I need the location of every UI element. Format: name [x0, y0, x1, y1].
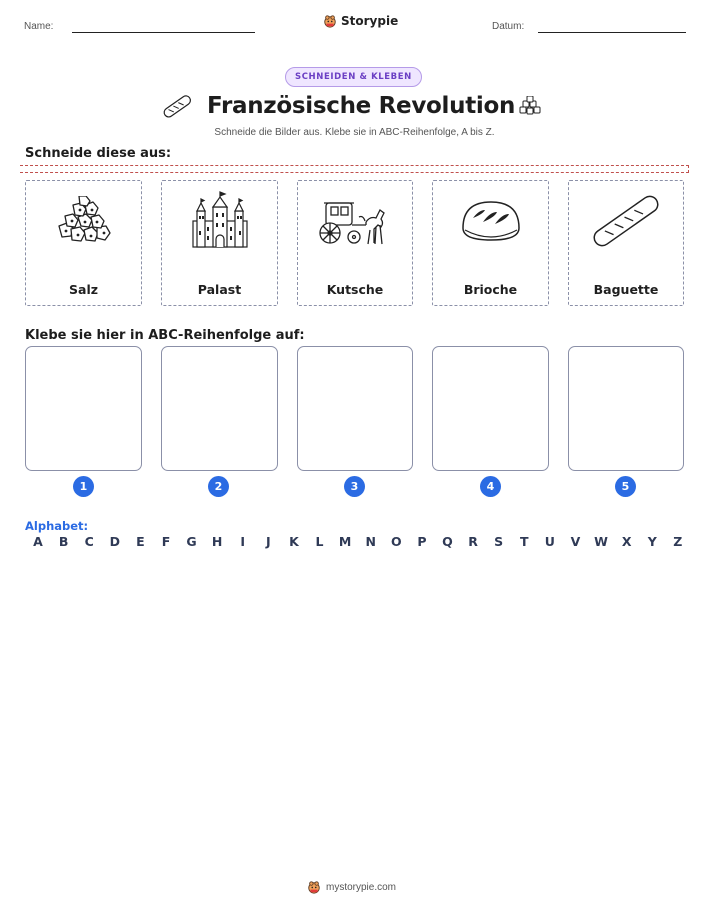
card-label: Palast [197, 282, 242, 297]
alphabet-letter: I [240, 534, 246, 549]
paste-box-2[interactable] [161, 346, 278, 471]
paste-section-heading: Klebe sie hier in ABC-Reihenfolge auf: [25, 328, 305, 343]
alphabet-letter: D [109, 534, 120, 549]
card-label: Salz [69, 282, 98, 297]
cut-card-salz[interactable] [25, 180, 142, 306]
name-label: Name: [24, 21, 54, 32]
brand-logo [323, 14, 398, 28]
storypie-logo-icon [323, 14, 337, 28]
storypie-logo-icon [307, 880, 321, 894]
alphabet-letter: T [520, 534, 529, 549]
date-field[interactable] [538, 32, 686, 33]
alphabet-letter: R [468, 534, 478, 549]
alphabet-letter: X [621, 534, 632, 549]
alphabet-letter: V [570, 534, 581, 549]
number-badge-2: 2 [208, 476, 229, 497]
baguette-icon [591, 191, 661, 251]
salt-icon [53, 196, 115, 246]
cut-card-brioche[interactable] [432, 180, 549, 306]
alphabet-letter: Y [647, 534, 657, 549]
alphabet-letter: O [390, 534, 402, 549]
carriage-icon [318, 195, 392, 247]
alphabet-letter: Q [442, 534, 453, 549]
card-label: Baguette [593, 282, 659, 297]
cut-section-heading: Schneide diese aus: [25, 146, 172, 161]
alphabet-letter: B [58, 534, 69, 549]
card-label: Brioche [463, 282, 518, 297]
baguette-icon [160, 92, 194, 120]
alphabet-letter: M [338, 534, 352, 549]
alphabet-letter: N [365, 534, 376, 549]
number-badge-4: 4 [480, 476, 501, 497]
alphabet-letter: Z [673, 534, 683, 549]
name-field[interactable] [72, 32, 255, 33]
salt-icon [517, 96, 545, 116]
alphabet-letter: C [84, 534, 94, 549]
paste-box-4[interactable] [432, 346, 549, 471]
paste-box-1[interactable] [25, 346, 142, 471]
cut-card-palast[interactable] [161, 180, 278, 306]
number-badge-5: 5 [615, 476, 636, 497]
alphabet-letter: L [315, 534, 324, 549]
paste-box-5[interactable] [568, 346, 684, 471]
alphabet-letter: S [494, 534, 504, 549]
cut-card-baguette[interactable] [568, 180, 684, 306]
alphabet-letter: E [136, 534, 145, 549]
palace-icon [189, 191, 251, 251]
alphabet-letter: F [161, 534, 171, 549]
alphabet-letter: W [594, 534, 608, 549]
footer [307, 880, 396, 894]
alphabet-letter: J [266, 534, 271, 549]
alphabet-letter: H [211, 534, 223, 549]
instructions: Schneide die Bilder aus. Klebe sie in ABC-Reihenfolge, A bis Z. [214, 127, 495, 138]
alphabet-row [31, 534, 685, 549]
cut-card-kutsche[interactable] [297, 180, 413, 306]
paste-box-3[interactable] [297, 346, 413, 471]
alphabet-letter: U [544, 534, 555, 549]
page-title: Französische Revolution [207, 93, 516, 119]
date-label: Datum: [492, 21, 525, 32]
number-badge-3: 3 [344, 476, 365, 497]
alphabet-heading: Alphabet: [25, 519, 89, 533]
number-badge-1: 1 [73, 476, 94, 497]
alphabet-letter: K [289, 534, 299, 549]
brand-name: Storypie [341, 14, 399, 28]
alphabet-letter: A [33, 534, 43, 549]
brioche-icon [459, 196, 523, 246]
footer-site[interactable]: mystorypie.com [326, 881, 397, 893]
cut-line [20, 165, 689, 173]
alphabet-letter: G [186, 534, 197, 549]
alphabet-letter: P [417, 534, 427, 549]
activity-badge: SCHNEIDEN & KLEBEN [285, 67, 422, 87]
card-label: Kutsche [326, 282, 384, 297]
